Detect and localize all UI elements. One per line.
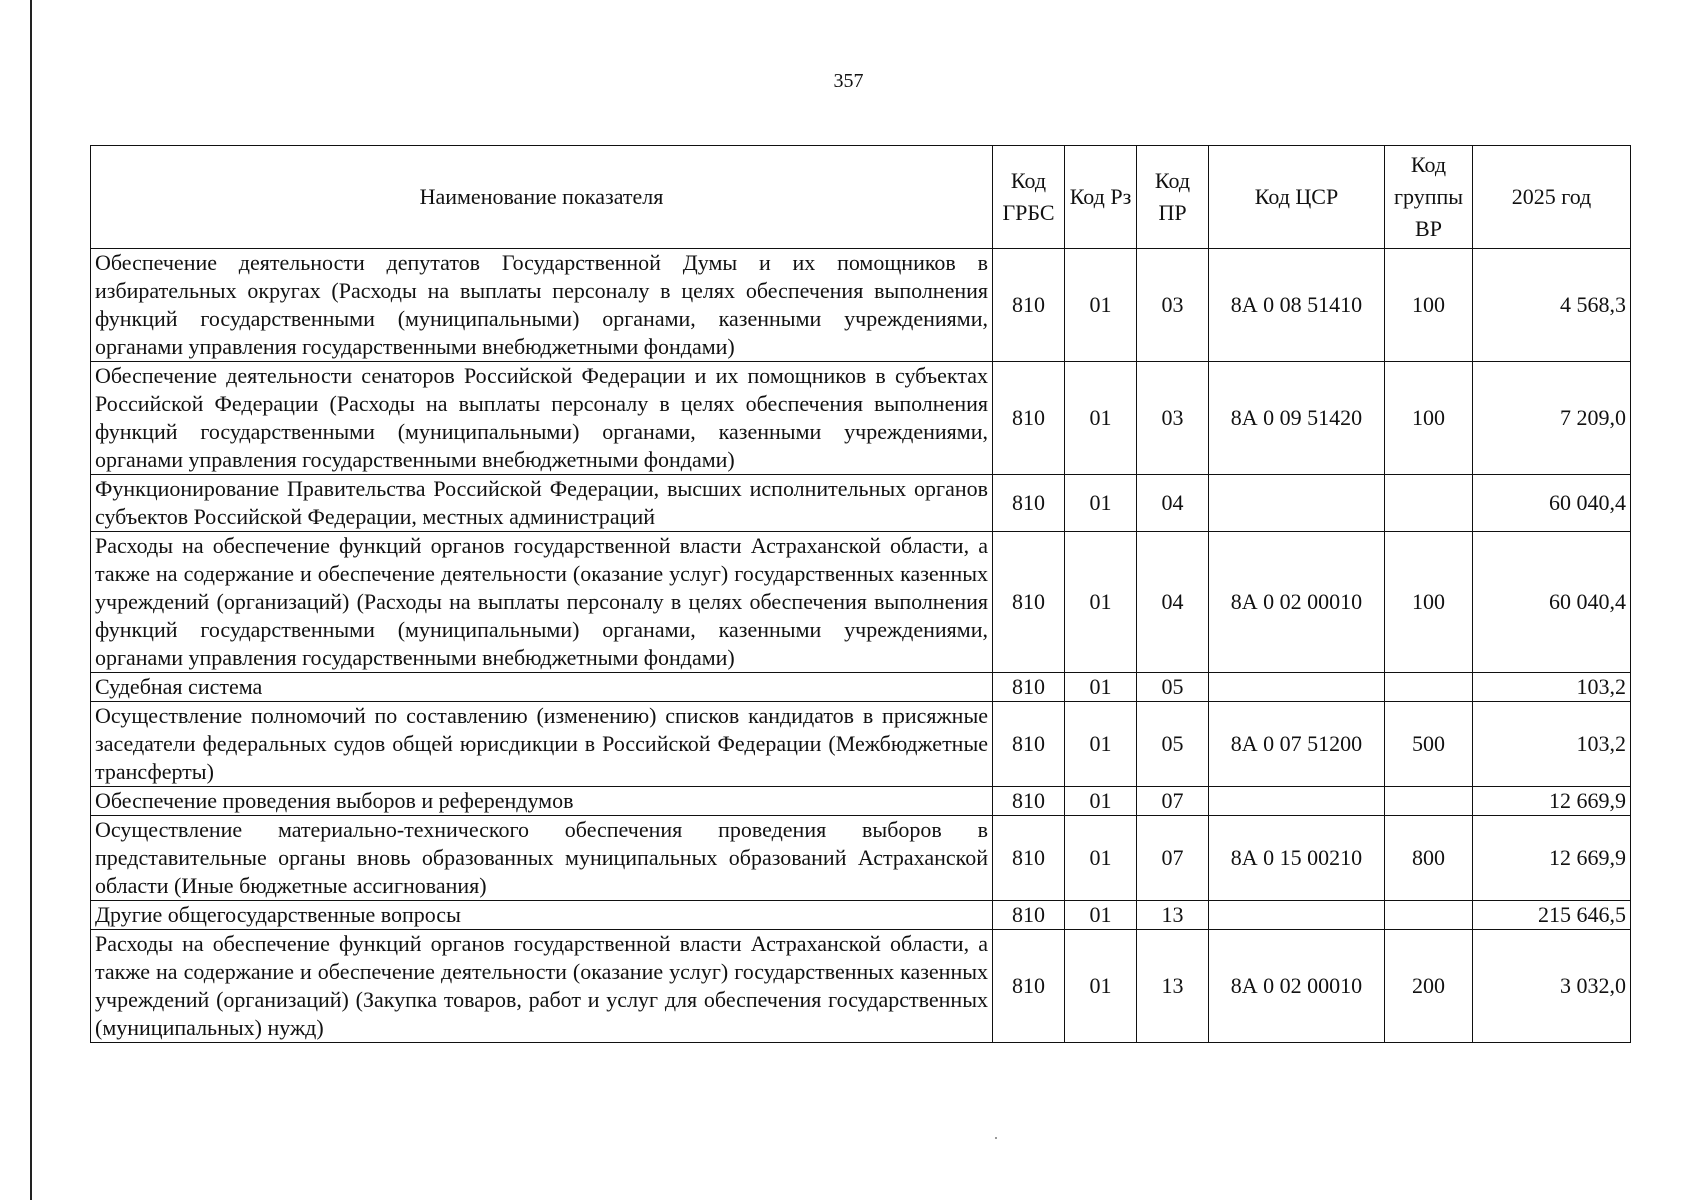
row-pr: 13 [1137,930,1209,1043]
table-row [91,249,1631,362]
table-row [91,930,1631,1043]
row-amount: 103,2 [1473,702,1631,787]
row-amount: 215 646,5 [1473,901,1631,930]
row-grbs: 810 [993,702,1065,787]
row-pr: 07 [1137,816,1209,901]
row-pr: 04 [1137,475,1209,532]
row-name: Функционирование Правительства Российской Федерации, высших исполнительных органов субъектов Российской Федерации, местных администраций [91,475,993,532]
row-name: Судебная система [91,673,993,702]
row-csr: 8А 0 15 00210 [1209,816,1385,901]
row-rz: 01 [1065,532,1137,673]
row-name: Другие общегосударственные вопросы [91,901,993,930]
header-vr: Код группы ВР [1385,146,1473,249]
row-name: Обеспечение деятельности депутатов Государственной Думы и их помощников в избирательных округах (Расходы на выплаты персоналу в целях обеспечения выполнения функций государственными (муниципальными) органами, казенными учреждениями, органами управления государственными внебюджетными фондами) [91,249,993,362]
row-rz: 01 [1065,816,1137,901]
row-csr: 8А 0 07 51200 [1209,702,1385,787]
page-number: 357 [833,70,864,92]
row-rz: 01 [1065,673,1137,702]
row-vr: 500 [1385,702,1473,787]
row-csr: 8А 0 02 00010 [1209,532,1385,673]
row-csr [1209,787,1385,816]
row-pr: 03 [1137,249,1209,362]
row-amount: 12 669,9 [1473,787,1631,816]
row-pr: 07 [1137,787,1209,816]
table-row [91,362,1631,475]
row-vr: 100 [1385,249,1473,362]
row-name: Расходы на обеспечение функций органов государственной власти Астраханской области, а также на содержание и обеспечение деятельности (оказание услуг) государственных казенных учреждений (организаций) (Закупка товаров, работ и услуг для обеспечения государственных (муниципальных) нужд) [91,930,993,1043]
row-pr: 04 [1137,532,1209,673]
header-name: Наименование показателя [91,146,993,249]
row-rz: 01 [1065,702,1137,787]
header-rz: Код Рз [1065,146,1137,249]
row-vr: 100 [1385,362,1473,475]
row-name: Осуществление полномочий по составлению (изменению) списков кандидатов в присяжные заседатели федеральных судов общей юрисдикции в Российской Федерации (Межбюджетные трансферты) [91,702,993,787]
row-csr [1209,475,1385,532]
row-csr [1209,673,1385,702]
row-pr: 05 [1137,702,1209,787]
row-rz: 01 [1065,787,1137,816]
row-pr: 13 [1137,901,1209,930]
table-row [91,816,1631,901]
row-pr: 03 [1137,362,1209,475]
table-row [91,532,1631,673]
row-vr [1385,475,1473,532]
table-row [91,702,1631,787]
row-grbs: 810 [993,362,1065,475]
row-amount: 60 040,4 [1473,475,1631,532]
row-grbs: 810 [993,816,1065,901]
row-csr: 8А 0 02 00010 [1209,930,1385,1043]
binding-margin-line [30,0,32,1200]
row-vr [1385,901,1473,930]
row-grbs: 810 [993,901,1065,930]
row-rz: 01 [1065,249,1137,362]
row-amount: 103,2 [1473,673,1631,702]
row-rz: 01 [1065,362,1137,475]
budget-table [90,145,1631,1043]
row-grbs: 810 [993,673,1065,702]
row-grbs: 810 [993,475,1065,532]
row-amount: 7 209,0 [1473,362,1631,475]
row-vr [1385,787,1473,816]
header-pr: Код ПР [1137,146,1209,249]
row-name: Осуществление материально-технического обеспечения проведения выборов в представительные органы вновь образованных муниципальных образований Астраханской области (Иные бюджетные ассигнования) [91,816,993,901]
row-vr: 200 [1385,930,1473,1043]
row-grbs: 810 [993,249,1065,362]
scan-speck [995,1137,997,1139]
header-grbs: Код ГРБС [993,146,1065,249]
row-csr [1209,901,1385,930]
row-vr [1385,673,1473,702]
row-amount: 60 040,4 [1473,532,1631,673]
table-row [91,673,1631,702]
row-name: Расходы на обеспечение функций органов государственной власти Астраханской области, а также на содержание и обеспечение деятельности (оказание услуг) государственных казенных учреждений (организаций) (Расходы на выплаты персоналу в целях обеспечения выполнения функций государственными (муниципальными) органами, казенными учреждениями, органами управления государственными внебюджетными фондами) [91,532,993,673]
row-rz: 01 [1065,475,1137,532]
row-rz: 01 [1065,901,1137,930]
row-grbs: 810 [993,930,1065,1043]
row-csr: 8А 0 08 51410 [1209,249,1385,362]
row-amount: 3 032,0 [1473,930,1631,1043]
row-csr: 8А 0 09 51420 [1209,362,1385,475]
row-vr: 800 [1385,816,1473,901]
row-amount: 4 568,3 [1473,249,1631,362]
table-row [91,787,1631,816]
table-row [91,901,1631,930]
row-name: Обеспечение проведения выборов и референдумов [91,787,993,816]
row-vr: 100 [1385,532,1473,673]
table-row [91,475,1631,532]
row-grbs: 810 [993,532,1065,673]
header-year: 2025 год [1473,146,1631,249]
row-pr: 05 [1137,673,1209,702]
row-amount: 12 669,9 [1473,816,1631,901]
row-rz: 01 [1065,930,1137,1043]
row-name: Обеспечение деятельности сенаторов Российской Федерации и их помощников в субъектах Российской Федерации (Расходы на выплаты персоналу в целях обеспечения выполнения функций государственными (муниципальными) органами, казенными учреждениями, органами управления государственными внебюджетными фондами) [91,362,993,475]
row-grbs: 810 [993,787,1065,816]
header-csr: Код ЦСР [1209,146,1385,249]
table-header-row [91,146,1631,249]
